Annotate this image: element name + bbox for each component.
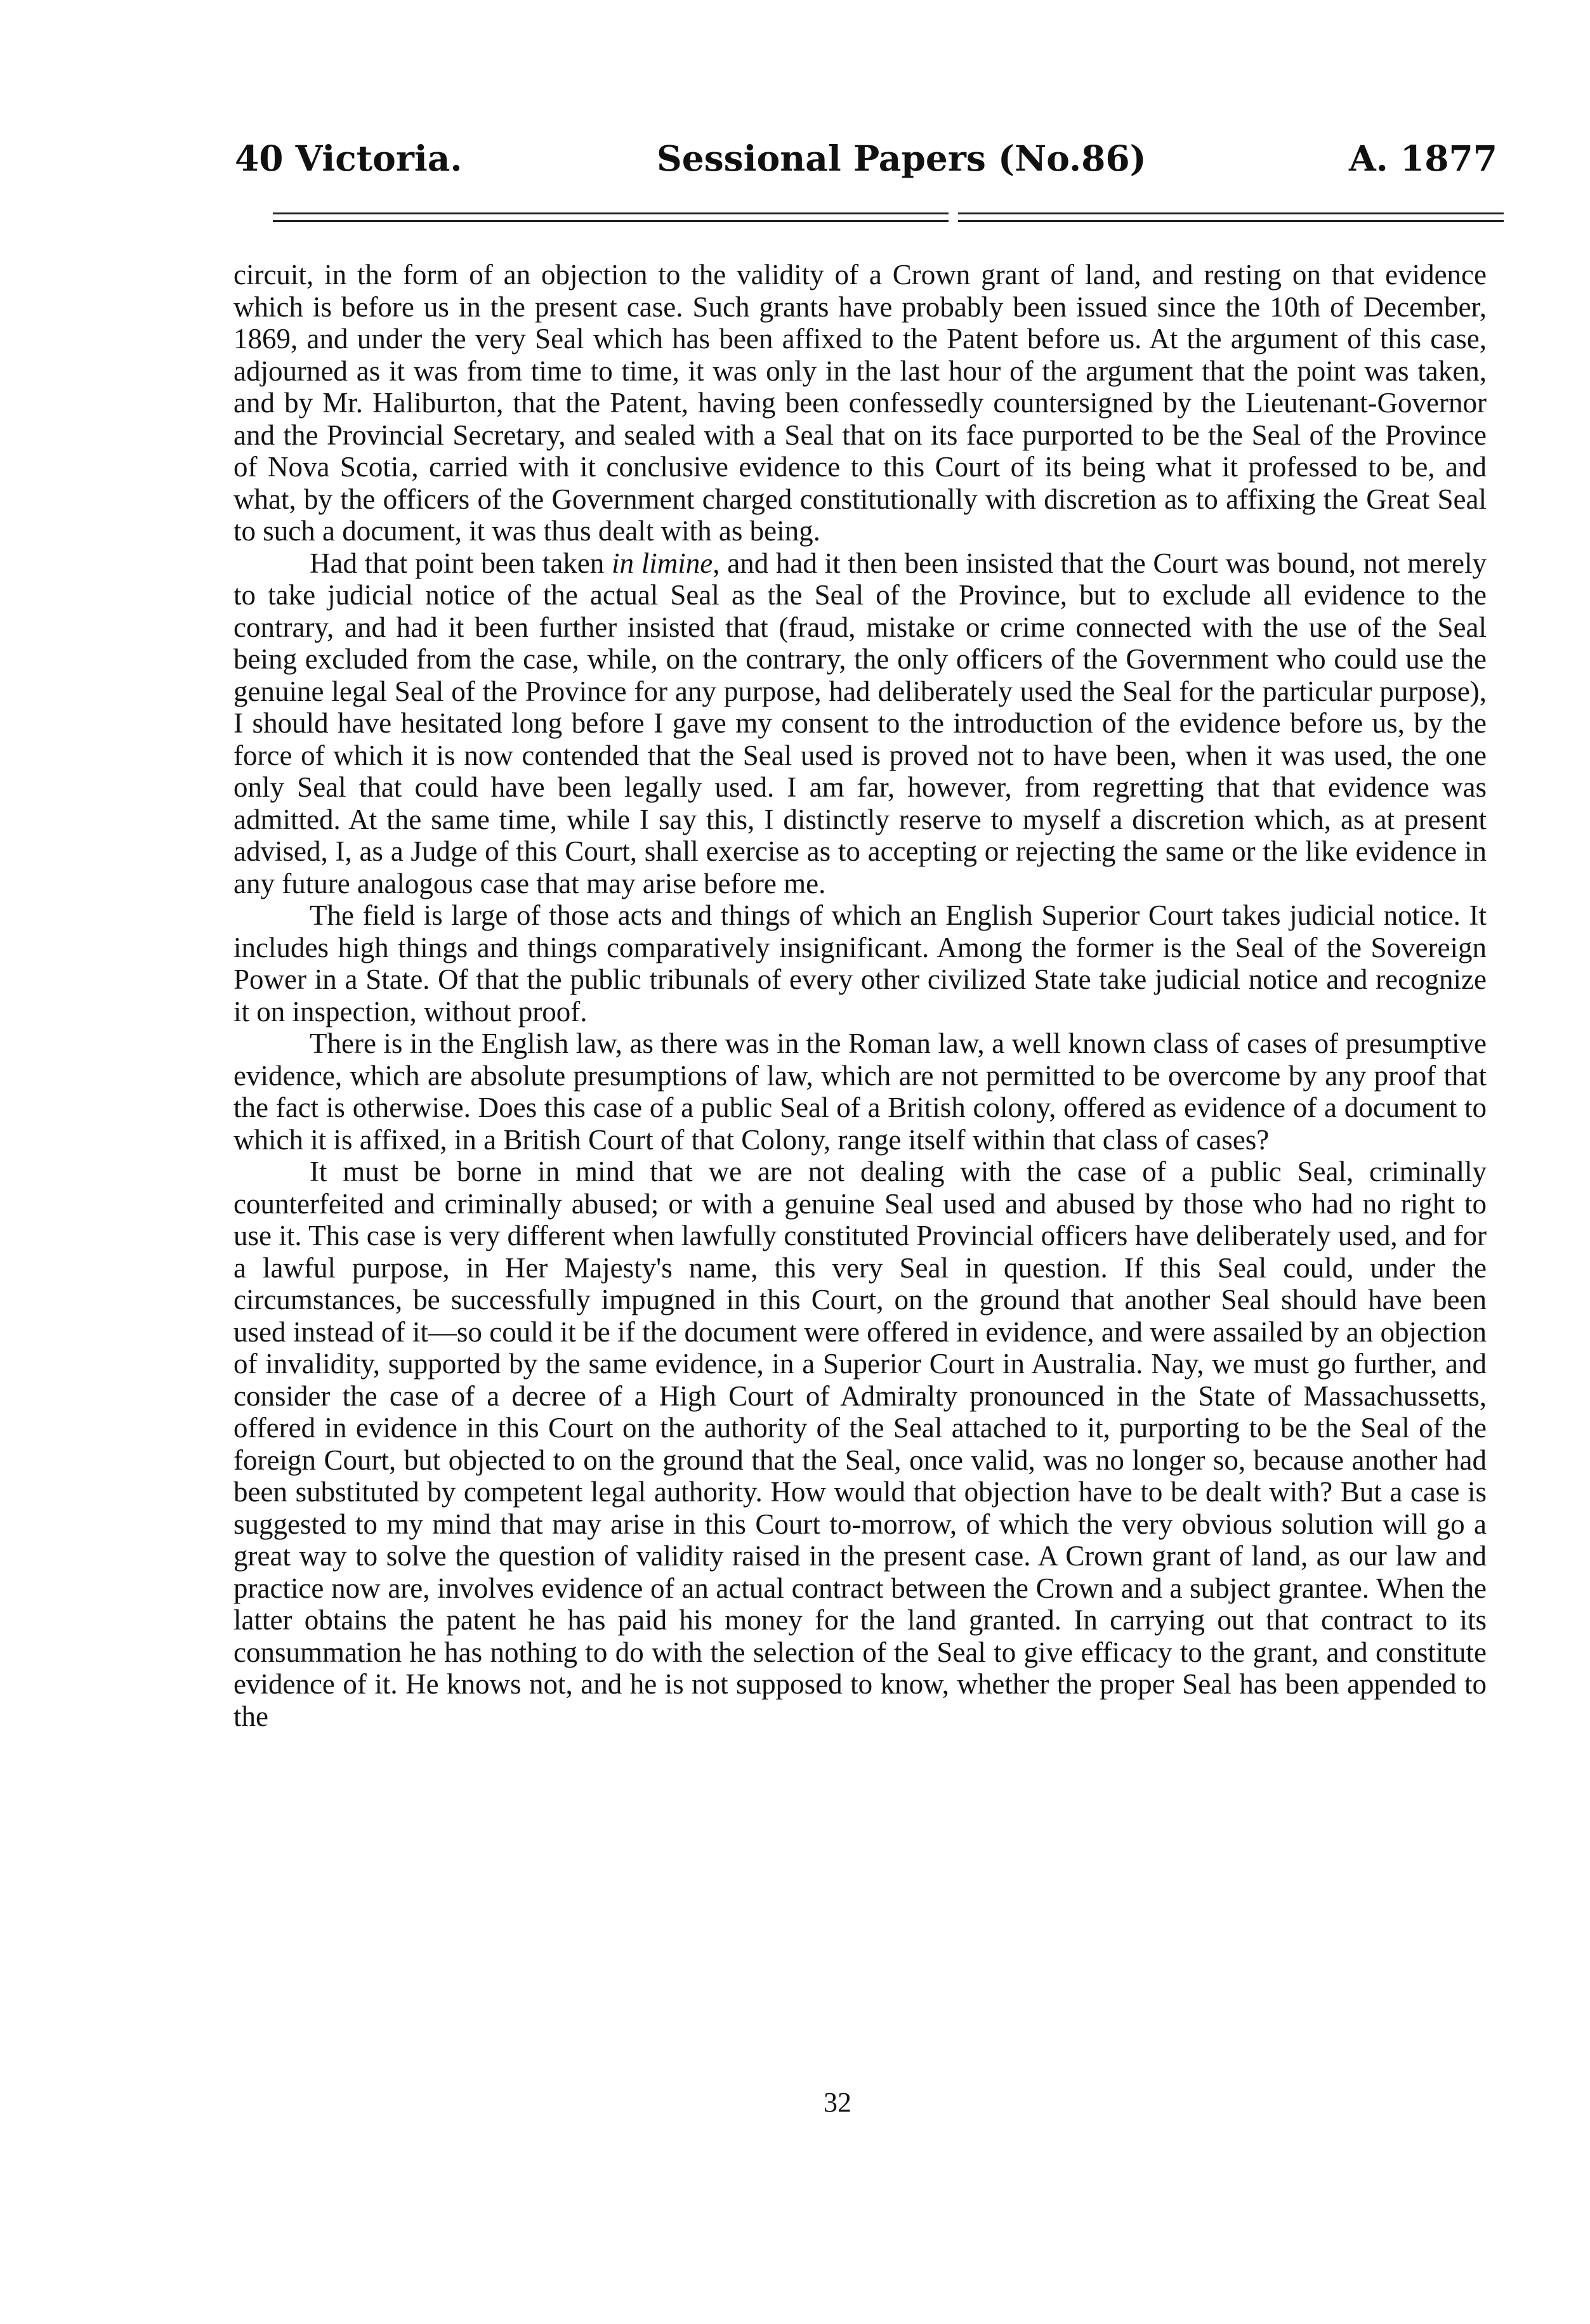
paragraph-lead: Had that point been taken [310,547,612,579]
paragraph: There is in the English law, as there was in the Roman law, a well known class of cases of presumptive evidence, which are absolute presumptions of law, which are not permitted to be overcome by any proof that the fact is otherwise. Does this case of a public Seal of a British colony, offered as evidence of a document to which it is affixed, in a British Court of that Colony, range itself within that class of cases? [233,1028,1487,1156]
running-header [235,130,1497,187]
header-volume: 40 Victoria. [235,138,463,179]
paragraph [233,547,1487,900]
body-text [233,259,1487,1732]
header-title: Sessional Papers (No.86) [657,138,1147,179]
paragraph-rest: , and had it then been insisted that the Court was bound, not merely to take judicial notice of the actual Seal as the Seal of the Province, but to exclude all evidence to the contrary, and had it been further insisted that (fraud, mistake or crime connected with the use of the Seal being excluded from the case, while, on the contrary, the only officers of the Government who could use the genuine legal Seal of the Province for any purpose, had deliberately used the Seal for the particular purpose), I should have hesitated long before I gave my consent to the introduction of the evidence before us, by the force of which it is now contended that the Seal used is proved not to have been, when it was used, the one only Seal that could have been legally used. I am far, however, from regretting that that evidence was admitted. At the same time, while I say this, I distinctly reserve to myself a discretion which, as at present advised, I, as a Judge of this Court, shall exercise as to accepting or rejecting the same or the like evidence in any future analogous case that may arise before me. [233,547,1487,899]
page-number: 32 [824,2087,851,2118]
paragraph: It must be borne in mind that we are not dealing with the case of a public Seal, criminally counterfeited and criminally abused; or with a genuine Seal used and abused by those who had no right to use it. This case is very different when lawfully constituted Provincial officers have deliberately used, and for a lawful purpose, in Her Majesty's name, this very Seal in question. If this Seal could, under the circumstances, be successfully impugned in this Court, on the ground that another Seal should have been used instead of it—so could it be if the document were offered in evidence, and were assailed by an objection of invalidity, supported by the same evidence, in a Superior Court in Australia. Nay, we must go further, and consider the case of a decree of a High Court of Admiralty pronounced in the State of Massachussetts, offered in evidence in this Court on the authority of the Seal attached to it, purporting to be the Seal of the foreign Court, but objected to on the ground that the Seal, once valid, was no longer so, because another had been substituted by competent legal authority. How would that objection have to be dealt with? But a case is suggested to my mind that may arise in this Court to-morrow, of which the very obvious solution will go a great way to solve the question of validity raised in the present case. A Crown grant of land, as our law and practice now are, involves evidence of an actual contract between the Crown and a subject grantee. When the latter obtains the patent he has paid his money for the land granted. In carrying out that contract to its consummation he has nothing to do with the selection of the Seal to give efficacy to the grant, and constitute evidence of it. He knows not, and he is not supposed to know, whether the proper Seal has been appended to the [233,1156,1487,1732]
paragraph: circuit, in the form of an objection to the validity of a Crown grant of land, and resting on that evidence which is before us in the present case. Such grants have probably been issued since the 10th of December, 1869, and under the very Seal which has been affixed to the Patent before us. At the argument of this case, adjourned as it was from time to time, it was only in the last hour of the argument that the point was taken, and by Mr. Haliburton, that the Patent, having been confessedly countersigned by the Lieutenant-Governor and the Provincial Secretary, and sealed with a Seal that on its face purported to be the Seal of the Province of Nova Scotia, carried with it conclusive evidence to this Court of its being what it professed to be, and what, by the officers of the Government charged constitutionally with discretion as to affixing the Great Seal to such a document, it was thus dealt with as being. [233,259,1487,547]
header-year: A. 1877 [1348,138,1497,179]
latin-term: in limine [612,547,713,579]
header-rule [958,212,1504,214]
header-rule [273,212,949,214]
paragraph: The field is large of those acts and things of which an English Superior Court takes judicial notice. It includes high things and things comparatively insignificant. Among the former is the Seal of the Sovereign Power in a State. Of that the public tribunals of every other civilized State take judicial notice and recognize it on inspection, without proof. [233,899,1487,1028]
header-rule [958,220,1504,222]
header-rule [273,220,949,222]
